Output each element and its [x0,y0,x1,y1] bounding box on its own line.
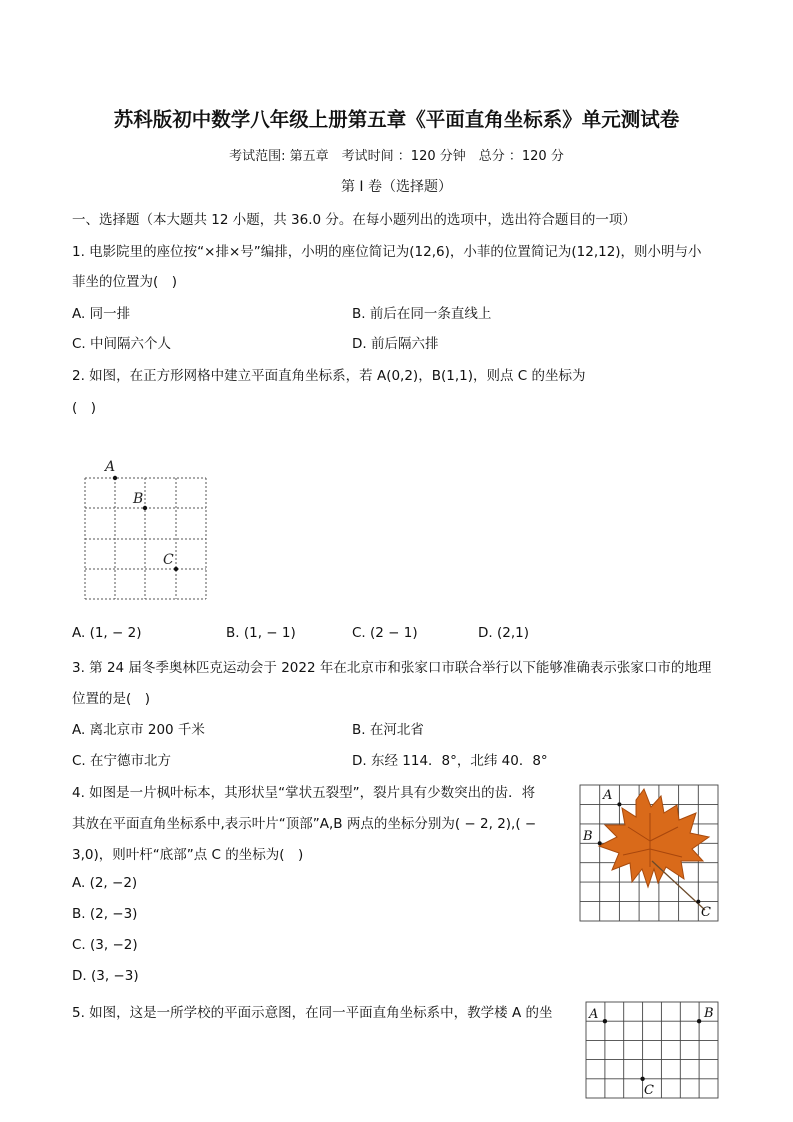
q1-option-c[interactable]: C. 中间隔六个人 [72,336,172,352]
q2-option-d[interactable]: D. (2,1) [478,625,529,641]
question-4-stem: 4. 如图是一片枫叶标本，其形状呈“掌状五裂型”，裂片具有少数突出的齿．将 [72,785,536,801]
q4-option-b[interactable]: B. (2, −3) [72,906,138,922]
q1-option-b[interactable]: B. 前后在同一条直线上 [352,306,492,322]
question-4-stem-cont-2: 3,0)，则叶杆“底部”点 C 的坐标为( ) [72,847,304,863]
q4-maple-leaf-figure [578,783,723,925]
q2-option-a[interactable]: A. (1, − 2) [72,625,142,641]
q2-label-c: C [163,552,174,568]
maple-leaf-icon [599,789,709,910]
volume-heading: 第 I 卷（选择题） [340,179,453,195]
q4-option-d[interactable]: D. (3, −3) [72,968,139,984]
q4-option-c[interactable]: C. (3, −2) [72,937,138,953]
q2-point-c [174,567,178,571]
section-heading: 一、选择题（本大题共 12 小题，共 36.0 分。在每小题列出的选项中，选出符合题目的一项） [72,212,636,228]
q4-label-b: B [583,829,593,844]
question-3-stem: 3. 第 24 届冬季奥林匹克运动会于 2022 年在北京市和张家口市联合举行以下能够准确表示张家口市的地理 [72,660,712,676]
q5-point-a [603,1019,607,1023]
q5-label-c: C [644,1083,654,1098]
question-2-stem-cont: ( ) [72,400,97,416]
q2-label-b: B [133,491,144,507]
q4-point-c [696,900,700,904]
question-1-stem-cont: 菲坐的位置为( ) [72,274,178,290]
q2-point-a [113,476,117,480]
question-3-stem-cont: 位置的是( ) [72,691,151,707]
question-4-stem-cont: 其放在平面直角坐标系中,表示叶片“顶部”A,B 两点的坐标分别为( − 2, 2),( − [72,816,537,832]
q2-option-c[interactable]: C. (2 − 1) [352,625,418,641]
q3-option-c[interactable]: C. 在宁德市北方 [72,753,172,769]
q2-label-a: A [105,459,116,475]
q5-point-c [640,1077,644,1081]
q3-option-a[interactable]: A. 离北京市 200 千米 [72,722,205,738]
q3-option-b[interactable]: B. 在河北省 [352,722,424,738]
exam-info: 考试范围: 第五章 考试时间 ：120 分钟 总分 ：120 分 [229,149,564,164]
q4-point-a [617,802,621,806]
question-5-stem: 5. 如图，这是一所学校的平面示意图，在同一平面直角坐标系中，教学楼 A 的坐 [72,1005,553,1021]
q2-point-b [143,506,147,510]
q4-point-b [598,841,602,845]
q2-grid-figure [80,455,215,605]
q4-option-a[interactable]: A. (2, −2) [72,875,138,891]
question-1-stem: 1. 电影院里的座位按“×排×号”编排，小明的座位简记为(12,6)，小菲的位置简记为(12,12)，则小明与小 [72,244,702,260]
q5-label-b: B [704,1006,714,1021]
q2-option-b[interactable]: B. (1, − 1) [226,625,296,641]
q4-label-c: C [701,905,711,920]
q5-label-a: A [589,1007,599,1022]
q3-option-d[interactable]: D. 东经 114．8°，北纬 40．8° [352,753,548,769]
question-2-stem: 2. 如图，在正方形网格中建立平面直角坐标系，若 A(0,2)，B(1,1)，则点 C 的坐标为 [72,368,586,384]
q1-option-d[interactable]: D. 前后隔六排 [352,336,439,352]
q5-point-b [697,1019,701,1023]
q4-label-a: A [603,788,613,803]
q1-option-a[interactable]: A. 同一排 [72,306,131,322]
page-title: 苏科版初中数学八年级上册第五章《平面直角坐标系》单元测试卷 [113,108,680,131]
q5-school-map-figure [584,1000,724,1102]
